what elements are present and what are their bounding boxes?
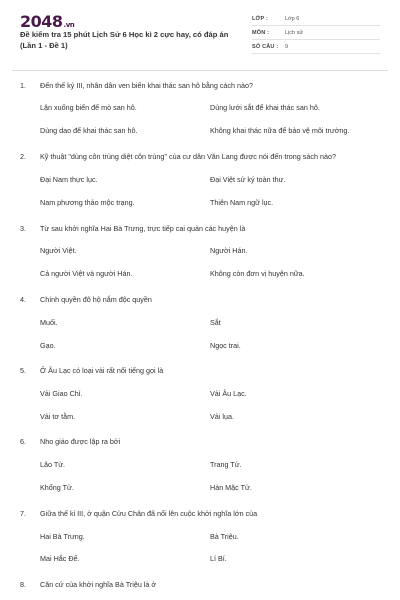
- answer-option[interactable]: Người Việt.: [40, 246, 77, 255]
- question-number: 1.: [20, 81, 26, 90]
- answer-option[interactable]: Ngọc trai.: [210, 341, 241, 350]
- answer-option[interactable]: Thiên Nam ngữ lục.: [210, 198, 274, 207]
- question-stem: Đến thế kỷ III, nhân dân ven biển khai thác san hô bằng cách nào?: [40, 81, 253, 90]
- answer-option[interactable]: Không còn đơn vị huyện nữa.: [210, 269, 305, 278]
- question-text: [20, 580, 156, 589]
- meta-key: SỐ CÂU :: [252, 43, 279, 50]
- question-number: 5.: [20, 366, 26, 375]
- meta-row-class: [252, 12, 380, 26]
- answer-option[interactable]: Đại Việt sử ký toàn thư.: [210, 175, 286, 184]
- page-header: [0, 0, 400, 72]
- question-stem: Ở Âu Lạc có loại vải rất nổi tiếng gọi là: [40, 366, 164, 375]
- question-text: [20, 224, 245, 233]
- question-number: 6.: [20, 437, 26, 446]
- question-stem: Kỹ thuật "dùng côn trùng diệt côn trùng" của cư dân Văn Lang được nói đến trong sách nào?: [40, 152, 336, 161]
- answer-option[interactable]: Vải Âu Lạc.: [210, 389, 247, 398]
- question-number: 8.: [20, 580, 26, 589]
- question-number: 2.: [20, 152, 26, 161]
- question-stem: Giữa thế kỉ III, ở quận Cửu Chân đã nổi lên cuộc khởi nghĩa lớn của: [40, 509, 258, 518]
- answer-option[interactable]: Lặn xuống biển để mò san hô.: [40, 103, 137, 112]
- site-logo[interactable]: [20, 12, 74, 31]
- answer-option[interactable]: Lí Bí.: [210, 554, 227, 563]
- question-text: [20, 437, 120, 446]
- question-item: [20, 152, 390, 208]
- question-item: [20, 580, 390, 594]
- question-number: 4.: [20, 295, 26, 304]
- meta-row-subject: [252, 26, 380, 40]
- meta-key: MÔN :: [252, 29, 270, 36]
- question-item: [20, 295, 390, 351]
- answer-option[interactable]: Hàn Mặc Tử.: [210, 483, 252, 492]
- answer-option[interactable]: Đại Nam thực lục.: [40, 175, 98, 184]
- question-text: [20, 81, 253, 90]
- question-number: 3.: [20, 224, 26, 233]
- header-divider: [12, 70, 388, 71]
- answer-option[interactable]: Nam phương thảo mộc trạng.: [40, 198, 135, 207]
- question-item: [20, 437, 390, 493]
- answer-option[interactable]: Sắt: [210, 318, 221, 327]
- answer-option[interactable]: Người Hán.: [210, 246, 248, 255]
- answer-option[interactable]: Mai Hắc Đế.: [40, 554, 80, 563]
- answer-option[interactable]: Khổng Tử.: [40, 483, 74, 492]
- answer-option[interactable]: Vải lụa.: [210, 412, 234, 421]
- question-stem: Chính quyền đô hộ nắm độc quyền: [40, 295, 152, 304]
- answer-option[interactable]: Lão Tử.: [40, 460, 66, 469]
- question-item: [20, 366, 390, 422]
- question-item: [20, 81, 390, 137]
- logo-text: 2048: [20, 12, 63, 31]
- question-stem: Từ sau khởi nghĩa Hai Bà Trưng, trực tiếp cai quản các huyện là: [40, 224, 246, 233]
- answer-option[interactable]: Gạo.: [40, 341, 56, 350]
- answer-option[interactable]: Dùng lưới sắt để khai thác san hô.: [210, 103, 320, 112]
- question-stem: Nho giáo được lập ra bởi: [40, 437, 121, 446]
- answer-option[interactable]: Trang Tử.: [210, 460, 242, 469]
- answer-option[interactable]: Không khai thác nữa để bảo vệ môi trường.: [210, 126, 350, 135]
- question-text: [20, 509, 257, 518]
- meta-table: [252, 12, 380, 54]
- question-text: [20, 366, 163, 375]
- meta-key: LỚP :: [252, 15, 268, 22]
- answer-option[interactable]: Muối.: [40, 318, 58, 327]
- answer-option[interactable]: Bà Triệu.: [210, 532, 239, 541]
- question-text: [20, 295, 152, 304]
- answer-option[interactable]: Dùng dao để khai thác san hô.: [40, 126, 138, 135]
- question-text: [20, 152, 336, 161]
- answer-option[interactable]: Vải Giao Chỉ.: [40, 389, 83, 398]
- meta-value: 9: [285, 43, 289, 50]
- answer-option[interactable]: Hai Bà Trưng.: [40, 532, 85, 541]
- meta-row-count: [252, 40, 380, 54]
- question-item: [20, 224, 390, 280]
- document-title: Đề kiểm tra 15 phút Lịch Sử 6 Học kì 2 cực hay, có đáp án (Lần 1 - Đề 1): [20, 30, 229, 50]
- question-item: [20, 509, 390, 565]
- question-stem: Căn cứ của khởi nghĩa Bà Triệu là ở: [40, 580, 157, 589]
- answer-option[interactable]: Vải tơ tằm.: [40, 412, 76, 421]
- meta-value: Lịch sử: [285, 29, 304, 36]
- meta-value: Lớp 6: [285, 15, 300, 22]
- answer-option[interactable]: Cả người Việt và người Hán.: [40, 269, 133, 278]
- question-number: 7.: [20, 509, 26, 518]
- logo-tld: .vn: [63, 21, 75, 29]
